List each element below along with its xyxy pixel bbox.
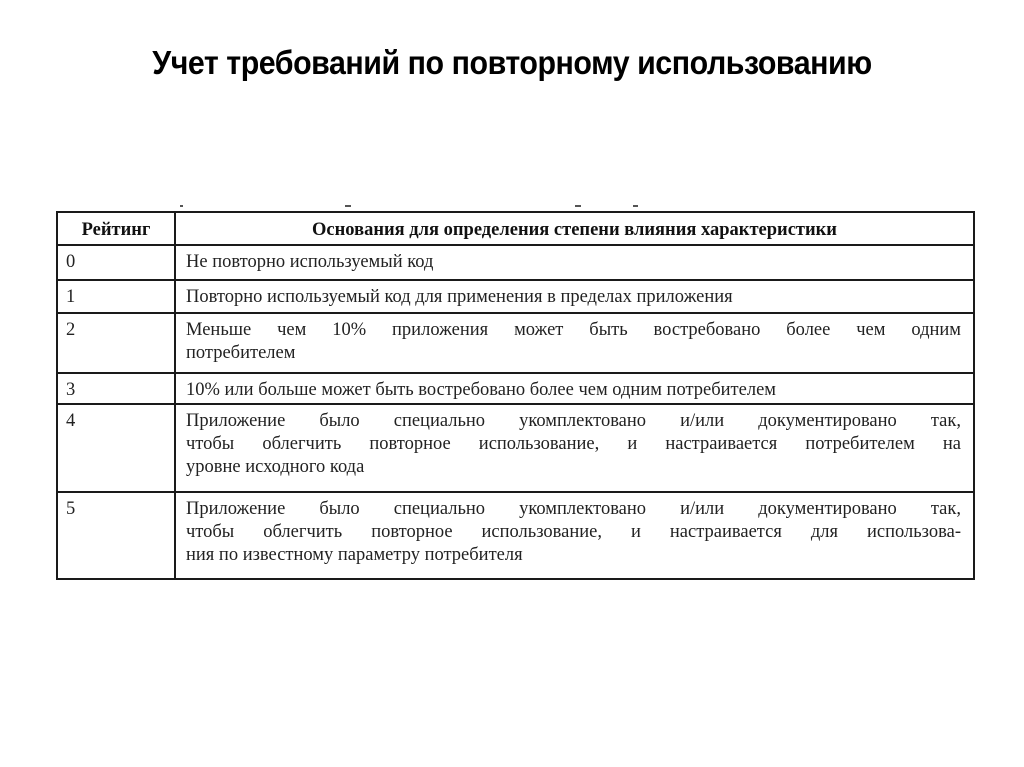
rating-cell: 0	[57, 245, 175, 280]
basis-cell: Приложение было специально укомплектовано и/или документировано так, чтобы облегчить повторное использование, и настраивается для использова- ния по известному параметру потребителя	[175, 492, 974, 579]
table-row	[57, 373, 974, 404]
rating-cell: 5	[57, 492, 175, 579]
reuse-rating-table-container	[56, 211, 973, 580]
scan-artifact	[633, 205, 638, 207]
basis-cell: Меньше чем 10% приложения может быть востребовано более чем одним потребителем	[175, 313, 974, 373]
rating-cell: 2	[57, 313, 175, 373]
slide-title: Учет требований по повторному использованию	[152, 44, 872, 81]
table-header-row	[57, 212, 974, 245]
basis-cell: Повторно используемый код для применения в пределах приложения	[175, 280, 974, 313]
scan-artifact	[575, 205, 581, 207]
header-basis: Основания для определения степени влияния характеристики	[175, 212, 974, 245]
basis-cell: Приложение было специально укомплектовано и/или документировано так, чтобы облегчить повторное использование, и настраивается потребителем на уровне исходного кода	[175, 404, 974, 492]
table-row	[57, 404, 974, 492]
reuse-rating-table	[56, 211, 975, 580]
table-row	[57, 245, 974, 280]
table-row	[57, 280, 974, 313]
basis-cell: 10% или больше может быть востребовано более чем одним потребителем	[175, 373, 974, 404]
scan-artifact	[180, 205, 183, 207]
table-row	[57, 492, 974, 579]
table-row	[57, 313, 974, 373]
header-rating: Рейтинг	[57, 212, 175, 245]
scan-artifact	[345, 205, 351, 207]
basis-cell: Не повторно используемый код	[175, 245, 974, 280]
rating-cell: 1	[57, 280, 175, 313]
rating-cell: 4	[57, 404, 175, 492]
rating-cell: 3	[57, 373, 175, 404]
